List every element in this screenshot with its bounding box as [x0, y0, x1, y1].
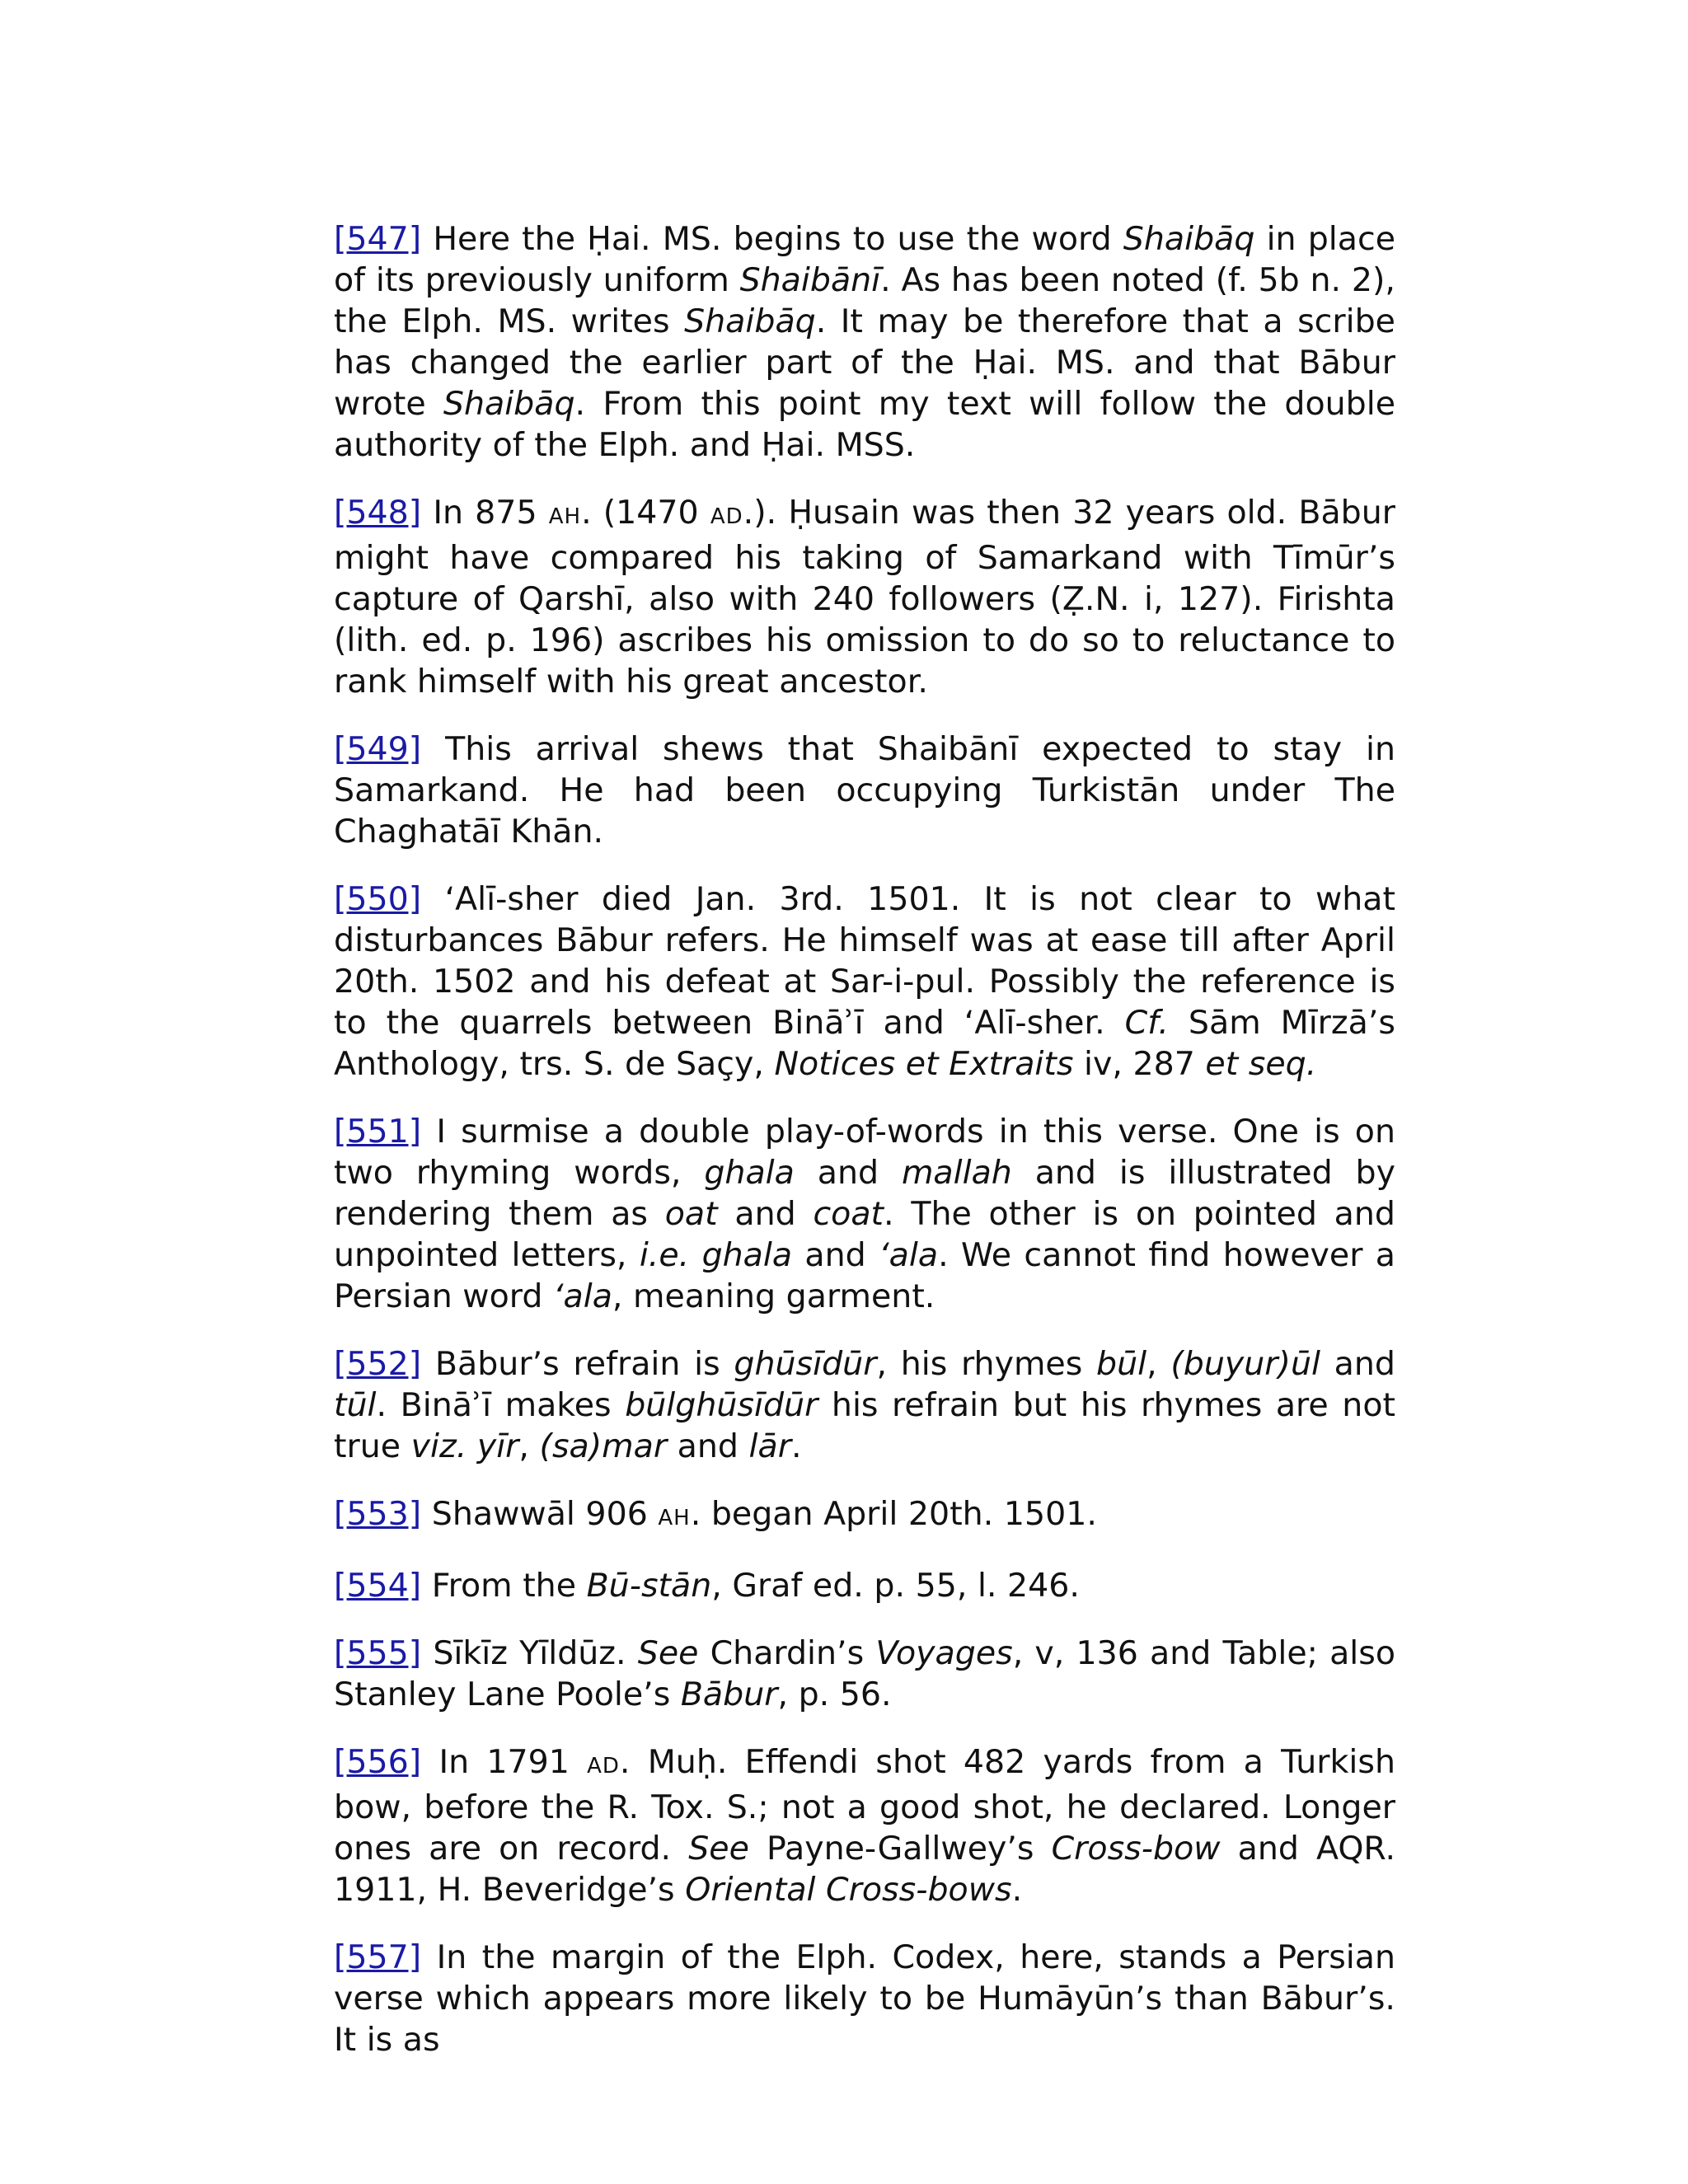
footnote-ref-link[interactable]: [557] [334, 1938, 422, 1976]
footnote-text: Sīkīz Yīldūz. [421, 1634, 638, 1672]
footnote-text: , p. 56. [777, 1675, 892, 1713]
footnote-text: .). Ḥusain was then 32 years old. Bābur might have compared his taking of Samarkand with Tīmūr’s capture of Qarshī, also with 240 followers (Ẓ.N. i, 127). Firishta (lith. ed. p. 196) ascribes his omission to do so to reluctance to rank himself with his great ancestor. [334, 494, 1396, 701]
footnote-text: This arrival shews that Shaibānī expected to stay in Samarkand. He had been occupying Turkistān under The Chaghatāī Khān. [334, 730, 1395, 851]
small-caps-abbrev: AH [548, 504, 582, 529]
footnote-text: Chardin’s [698, 1634, 876, 1672]
footnote [334, 1741, 1395, 1910]
italic-text: Shaibāq [1123, 220, 1255, 258]
footnote [334, 729, 1395, 852]
italic-text: Notices et Extraits [774, 1045, 1074, 1083]
italic-text: būlghūsīdūr [625, 1386, 818, 1424]
footnote-text: . As has been noted (f. 5b n. 2), the Elph. MS. writes [334, 261, 1395, 340]
footnote-text: . The other is on pointed and unpointed letters, [334, 1195, 1395, 1274]
italic-text: coat [813, 1195, 884, 1233]
italic-text: Bābur [680, 1675, 778, 1713]
italic-text: būl [1096, 1345, 1147, 1383]
italic-text: See [688, 1830, 749, 1868]
footnote-text: , v, 136 and Table; also Stanley Lane Poole’s [334, 1634, 1396, 1713]
footnote-text: and [717, 1195, 814, 1233]
footnote-text: . Bināʾī makes [376, 1386, 626, 1424]
footnote-text: . We cannot find however a Persian word [334, 1236, 1396, 1315]
small-caps-abbrev: AD [710, 504, 743, 529]
footnote-text: . (1470 [581, 494, 710, 532]
footnote-text: . Muḥ. Effendi shot 482 yards from a Turkish bow, before the R. Tox. S.; not a good shot, he declared. Longer ones are on record. [334, 1743, 1395, 1868]
italic-text: Shaibānī [739, 261, 881, 299]
italic-text: lār [748, 1427, 791, 1465]
italic-text: (sa)mar [539, 1427, 668, 1465]
footnote-text: In 875 [421, 494, 549, 532]
footnote-ref-link[interactable]: [555] [334, 1634, 422, 1672]
footnote [334, 879, 1395, 1085]
italic-text: See [637, 1634, 699, 1672]
italic-text: ‘ala [552, 1277, 612, 1315]
italic-text: Bū-stān [586, 1567, 712, 1605]
italic-text: ghūsīdūr [734, 1345, 877, 1383]
footnote-text: Shawwāl 906 [421, 1495, 659, 1533]
footnote-ref-link[interactable]: [552] [334, 1345, 422, 1383]
footnote-text: and is illustrated by rendering them as [334, 1154, 1395, 1233]
footnote [334, 1937, 1395, 2060]
italic-text: Oriental Cross-bows [685, 1871, 1012, 1909]
footnote-text: . [1011, 1871, 1023, 1909]
footnote [334, 1343, 1395, 1467]
footnote [334, 492, 1395, 702]
italic-text: ghala [704, 1154, 795, 1192]
italic-text: Cross-bow [1051, 1830, 1221, 1868]
italic-text: viz. yīr [410, 1427, 519, 1465]
footnote-text: his refrain but his rhymes are not true [334, 1386, 1395, 1465]
footnote-text: and [792, 1236, 879, 1274]
footnote-text: in place of its previously uniform [334, 220, 1395, 299]
footnote-text: Bābur’s refrain is [421, 1345, 734, 1383]
footnote-ref-link[interactable]: [549] [334, 730, 422, 768]
footnote-text: , Graf ed. p. 55, l. 246. [711, 1567, 1080, 1605]
footnote-ref-link[interactable]: [554] [334, 1567, 422, 1605]
footnotes-page [334, 218, 1395, 2087]
footnote-text: ‘Alī-sher died Jan. 3rd. 1501. It is not clear to what disturbances Bābur refers. He himself was at ease till after April 20th. 1502 and his defeat at Sar-i-pul. Possibly the reference is to the quarrels between Bināʾī and ‘Alī-sher. [334, 880, 1395, 1042]
footnote-text: iv, 287 [1073, 1045, 1206, 1083]
footnote-ref-link[interactable]: [548] [334, 494, 422, 532]
footnote [334, 1633, 1395, 1715]
italic-text: Voyages [875, 1634, 1013, 1672]
footnote-text: . It may be therefore that a scribe has changed the earlier part of the Ḥai. MS. and that Bābur wrote [334, 302, 1395, 423]
italic-text: mallah [901, 1154, 1012, 1192]
italic-text: tūl [334, 1386, 377, 1424]
footnote-text: . From this point my text will follow the double authority of the Elph. and Ḥai. MSS. [334, 385, 1395, 464]
italic-text: Shaibāq [443, 385, 575, 423]
italic-text: et seq. [1205, 1045, 1317, 1083]
footnote-text: and [1320, 1345, 1395, 1383]
footnote-ref-link[interactable]: [551] [334, 1113, 422, 1151]
footnote-text: . [790, 1427, 802, 1465]
footnote [334, 218, 1395, 466]
footnote [334, 1111, 1395, 1317]
italic-text: Shaibāq [684, 302, 816, 340]
footnote-text: and [667, 1427, 749, 1465]
small-caps-abbrev: AD [587, 1754, 620, 1779]
footnote-text: , [1146, 1345, 1171, 1383]
italic-text: (buyur)ūl [1170, 1345, 1320, 1383]
footnote-text: Payne-Gallwey’s [748, 1830, 1052, 1868]
footnote-text: I surmise a double play-of-words in this verse. One is on two rhyming words, [334, 1113, 1395, 1192]
footnote-ref-link[interactable]: [550] [334, 880, 422, 918]
footnote-text: and AQR. 1911, H. Beveridge’s [334, 1830, 1396, 1909]
footnote [334, 1565, 1395, 1606]
small-caps-abbrev: AH [658, 1506, 691, 1530]
footnote-text: . began April 20th. 1501. [690, 1495, 1097, 1533]
italic-text: Cf. [1124, 1004, 1169, 1042]
footnote-text: , meaning garment. [612, 1277, 935, 1315]
footnote-text: In 1791 [421, 1743, 588, 1781]
italic-text: oat [664, 1195, 718, 1233]
footnote-text: Sām Mīrzā’s Anthology, trs. S. de Saçy, [334, 1004, 1395, 1083]
italic-text: i.e. ghala [639, 1236, 793, 1274]
footnote-text: From the [421, 1567, 587, 1605]
footnote-text: , his rhymes [876, 1345, 1097, 1383]
italic-text: ‘ala [879, 1236, 939, 1274]
footnote-text: and [794, 1154, 902, 1192]
footnote [334, 1493, 1395, 1539]
footnote-text: Here the Ḥai. MS. begins to use the word [421, 220, 1123, 258]
footnote-ref-link[interactable]: [556] [334, 1743, 422, 1781]
footnote-text: , [518, 1427, 540, 1465]
footnote-ref-link[interactable]: [547] [334, 220, 422, 258]
footnote-text: In the margin of the Elph. Codex, here, stands a Persian verse which appears more likely to be Humāyūn’s than Bābur’s. It is as [334, 1938, 1395, 2059]
footnote-ref-link[interactable]: [553] [334, 1495, 422, 1533]
